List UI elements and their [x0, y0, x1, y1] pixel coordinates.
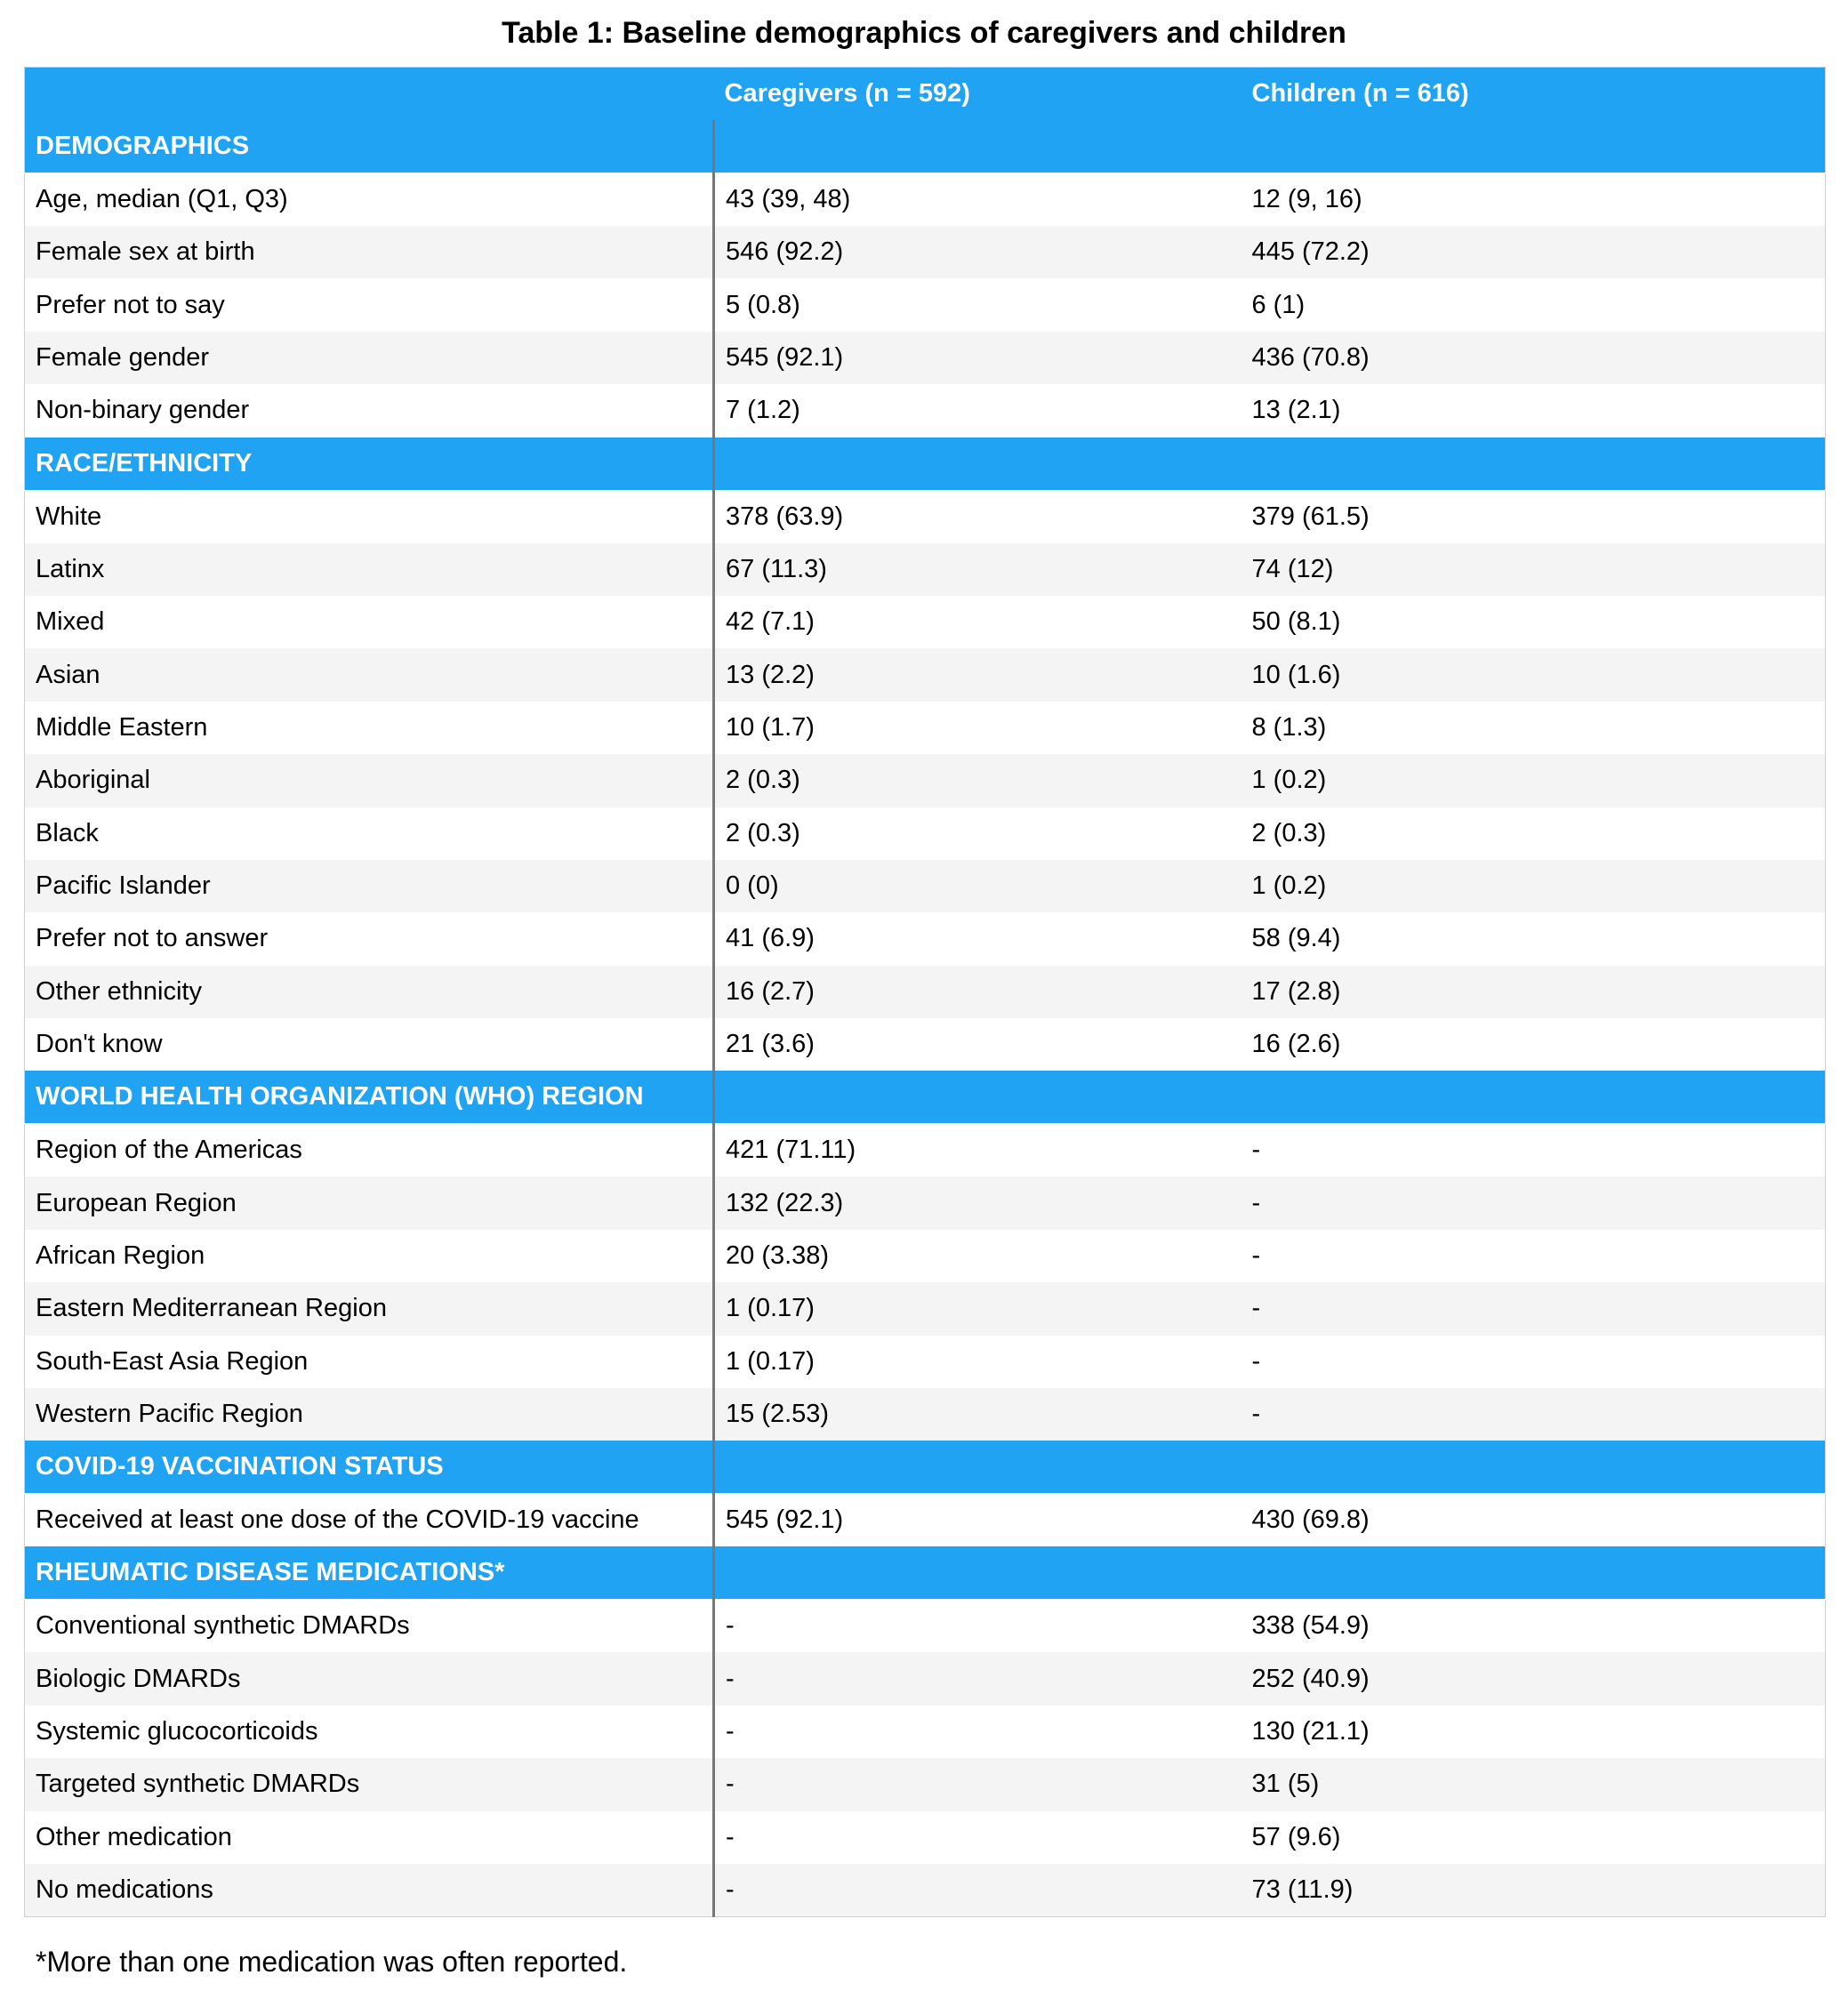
column-header-caregivers: Caregivers (n = 592) — [714, 68, 1241, 121]
table-row — [25, 173, 1826, 227]
section-header: WORLD HEALTH ORGANIZATION (WHO) REGION — [25, 1071, 714, 1124]
caregivers-value-cell: 20 (3.38) — [714, 1230, 1241, 1282]
row-label-cell: Middle Eastern — [25, 702, 714, 754]
children-value-cell: - — [1241, 1230, 1826, 1282]
row-label-cell: No medications — [25, 1864, 714, 1917]
table-row — [25, 1388, 1826, 1441]
children-value-cell: 12 (9, 16) — [1241, 173, 1826, 227]
table-row — [25, 1652, 1826, 1705]
table-row — [25, 1600, 1826, 1653]
table-row — [25, 278, 1826, 331]
section-header-row — [25, 438, 1826, 491]
children-value-cell: 252 (40.9) — [1241, 1652, 1826, 1705]
table-row — [25, 1494, 1826, 1547]
section-header-row — [25, 1441, 1826, 1494]
table-row — [25, 1336, 1826, 1388]
caregivers-value-cell: 1 (0.17) — [714, 1336, 1241, 1388]
footnote: *More than one medication was often reported. — [36, 1946, 628, 1978]
children-value-cell: - — [1241, 1176, 1826, 1229]
children-value-cell: 17 (2.8) — [1241, 966, 1826, 1018]
row-label-cell: Non-binary gender — [25, 384, 714, 437]
table-row — [25, 1018, 1826, 1071]
caregivers-value-cell: 2 (0.3) — [714, 807, 1241, 860]
children-value-cell: 338 (54.9) — [1241, 1600, 1826, 1653]
section-header: DEMOGRAPHICS — [25, 120, 714, 173]
row-label-cell: Received at least one dose of the COVID-19 vaccine — [25, 1494, 714, 1547]
caregivers-value-cell: 5 (0.8) — [714, 278, 1241, 331]
caregivers-value-cell: 545 (92.1) — [714, 332, 1241, 384]
section-header-row — [25, 1546, 1826, 1600]
section-header-empty-cell — [1241, 1546, 1826, 1600]
section-header-empty-cell — [1241, 1441, 1826, 1494]
caregivers-value-cell: 41 (6.9) — [714, 912, 1241, 965]
table-row — [25, 332, 1826, 384]
children-value-cell: 2 (0.3) — [1241, 807, 1826, 860]
children-value-cell: 6 (1) — [1241, 278, 1826, 331]
children-value-cell: 1 (0.2) — [1241, 860, 1826, 912]
table-row — [25, 1758, 1826, 1810]
table-row — [25, 966, 1826, 1018]
row-label-cell: Other ethnicity — [25, 966, 714, 1018]
caregivers-value-cell: 132 (22.3) — [714, 1176, 1241, 1229]
caregivers-value-cell: 15 (2.53) — [714, 1388, 1241, 1441]
row-label-cell: Prefer not to answer — [25, 912, 714, 965]
caregivers-value-cell: - — [714, 1811, 1241, 1864]
row-label-cell: Aboriginal — [25, 754, 714, 807]
caregivers-value-cell: 546 (92.2) — [714, 226, 1241, 278]
section-header: RHEUMATIC DISEASE MEDICATIONS* — [25, 1546, 714, 1600]
table-row — [25, 1706, 1826, 1758]
section-header-empty-cell — [1241, 438, 1826, 491]
section-header-empty-cell — [714, 120, 1241, 173]
caregivers-value-cell: 13 (2.2) — [714, 648, 1241, 701]
caregivers-value-cell: - — [714, 1706, 1241, 1758]
children-value-cell: 379 (61.5) — [1241, 490, 1826, 543]
table-row — [25, 1176, 1826, 1229]
children-value-cell: 58 (9.4) — [1241, 912, 1826, 965]
caregivers-value-cell: - — [714, 1600, 1241, 1653]
section-header-empty-cell — [714, 438, 1241, 491]
children-value-cell: 50 (8.1) — [1241, 596, 1826, 648]
row-label-cell: Asian — [25, 648, 714, 701]
section-header: RACE/ETHNICITY — [25, 438, 714, 491]
table-row — [25, 384, 1826, 437]
children-value-cell: 13 (2.1) — [1241, 384, 1826, 437]
children-value-cell: 57 (9.6) — [1241, 1811, 1826, 1864]
caregivers-value-cell: 378 (63.9) — [714, 490, 1241, 543]
caregivers-value-cell: 2 (0.3) — [714, 754, 1241, 807]
children-value-cell: 430 (69.8) — [1241, 1494, 1826, 1547]
column-header-children: Children (n = 616) — [1241, 68, 1826, 121]
row-label-cell: Systemic glucocorticoids — [25, 1706, 714, 1758]
caregivers-value-cell: 1 (0.17) — [714, 1282, 1241, 1335]
caregivers-value-cell: 42 (7.1) — [714, 596, 1241, 648]
table-title: Table 1: Baseline demographics of caregivers and children — [502, 16, 1346, 50]
table-row — [25, 490, 1826, 543]
row-label-cell: Eastern Mediterranean Region — [25, 1282, 714, 1335]
row-label-cell: Conventional synthetic DMARDs — [25, 1600, 714, 1653]
section-header-empty-cell — [714, 1071, 1241, 1124]
row-label-cell: Other medication — [25, 1811, 714, 1864]
table-row — [25, 912, 1826, 965]
row-label-cell: Black — [25, 807, 714, 860]
table-row — [25, 807, 1826, 860]
row-label-cell: South-East Asia Region — [25, 1336, 714, 1388]
table-row — [25, 596, 1826, 648]
caregivers-value-cell: 0 (0) — [714, 860, 1241, 912]
row-label-cell: Age, median (Q1, Q3) — [25, 173, 714, 227]
children-value-cell: 130 (21.1) — [1241, 1706, 1826, 1758]
row-label-cell: Prefer not to say — [25, 278, 714, 331]
row-label-cell: Female gender — [25, 332, 714, 384]
table-row — [25, 226, 1826, 278]
section-header: COVID-19 VACCINATION STATUS — [25, 1441, 714, 1494]
section-header-empty-cell — [1241, 120, 1826, 173]
caregivers-value-cell: 21 (3.6) — [714, 1018, 1241, 1071]
caregivers-value-cell: - — [714, 1758, 1241, 1810]
children-value-cell: 445 (72.2) — [1241, 226, 1826, 278]
table-row — [25, 1864, 1826, 1917]
caregivers-value-cell: 43 (39, 48) — [714, 173, 1241, 227]
row-label-cell: Female sex at birth — [25, 226, 714, 278]
children-value-cell: 8 (1.3) — [1241, 702, 1826, 754]
row-label-cell: Western Pacific Region — [25, 1388, 714, 1441]
table-header-row — [25, 68, 1826, 121]
section-header-empty-cell — [1241, 1071, 1826, 1124]
caregivers-value-cell: 10 (1.7) — [714, 702, 1241, 754]
children-value-cell: 73 (11.9) — [1241, 1864, 1826, 1917]
row-label-cell: White — [25, 490, 714, 543]
children-value-cell: 1 (0.2) — [1241, 754, 1826, 807]
row-label-cell: Mixed — [25, 596, 714, 648]
children-value-cell: - — [1241, 1282, 1826, 1335]
table-row — [25, 543, 1826, 596]
caregivers-value-cell: 16 (2.7) — [714, 966, 1241, 1018]
children-value-cell: - — [1241, 1336, 1826, 1388]
section-header-row — [25, 120, 1826, 173]
row-label-cell: Targeted synthetic DMARDs — [25, 1758, 714, 1810]
caregivers-value-cell: 67 (11.3) — [714, 543, 1241, 596]
row-label-cell: European Region — [25, 1176, 714, 1229]
caregivers-value-cell: 421 (71.11) — [714, 1124, 1241, 1177]
table-row — [25, 860, 1826, 912]
caregivers-value-cell: 7 (1.2) — [714, 384, 1241, 437]
section-header-empty-cell — [714, 1546, 1241, 1600]
children-value-cell: - — [1241, 1124, 1826, 1177]
table-row — [25, 1282, 1826, 1335]
children-value-cell: 10 (1.6) — [1241, 648, 1826, 701]
row-label-cell: Don't know — [25, 1018, 714, 1071]
row-label-cell: Pacific Islander — [25, 860, 714, 912]
table-row — [25, 1230, 1826, 1282]
table-row — [25, 1124, 1826, 1177]
table-row — [25, 702, 1826, 754]
caregivers-value-cell: 545 (92.1) — [714, 1494, 1241, 1547]
table-row — [25, 1811, 1826, 1864]
caregivers-value-cell: - — [714, 1864, 1241, 1917]
row-label-cell: African Region — [25, 1230, 714, 1282]
children-value-cell: - — [1241, 1388, 1826, 1441]
section-header-row — [25, 1071, 1826, 1124]
demographics-table — [24, 67, 1826, 1917]
row-label-cell: Biologic DMARDs — [25, 1652, 714, 1705]
children-value-cell: 436 (70.8) — [1241, 332, 1826, 384]
caregivers-value-cell: - — [714, 1652, 1241, 1705]
children-value-cell: 16 (2.6) — [1241, 1018, 1826, 1071]
row-label-cell: Region of the Americas — [25, 1124, 714, 1177]
table-row — [25, 648, 1826, 701]
column-header-label — [25, 68, 714, 121]
table-body — [25, 120, 1826, 1916]
section-header-empty-cell — [714, 1441, 1241, 1494]
row-label-cell: Latinx — [25, 543, 714, 596]
table-row — [25, 754, 1826, 807]
children-value-cell: 74 (12) — [1241, 543, 1826, 596]
children-value-cell: 31 (5) — [1241, 1758, 1826, 1810]
